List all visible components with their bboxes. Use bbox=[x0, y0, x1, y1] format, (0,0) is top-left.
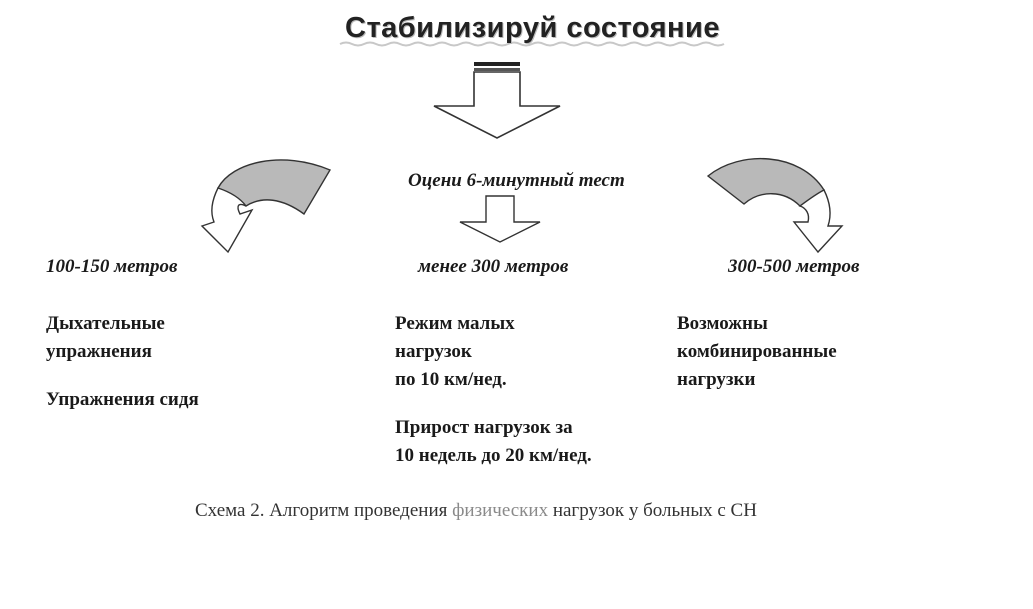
test-step-label: Оцени 6-минутный тест bbox=[408, 170, 625, 191]
branch-3-text bbox=[677, 310, 837, 394]
caption-end: нагрузок у больных с СН bbox=[548, 500, 757, 521]
arrow-down-small-icon bbox=[460, 196, 540, 242]
figure-caption bbox=[195, 500, 757, 522]
branch-2-line: нагрузок bbox=[395, 341, 472, 362]
branch-1-line: Дыхательные bbox=[46, 313, 165, 334]
branch-2-line: Режим малых bbox=[395, 313, 515, 334]
branch-2-line: Прирост нагрузок за bbox=[395, 417, 573, 438]
branch-3-line: нагрузки bbox=[677, 369, 756, 390]
branch-3-line: комбинированные bbox=[677, 341, 837, 362]
branch-1-heading: 100-150 метров bbox=[46, 256, 178, 277]
curved-arrow-right-icon bbox=[708, 159, 842, 252]
branch-3-heading: 300-500 метров bbox=[728, 256, 860, 277]
branch-1-line: Упражнения сидя bbox=[46, 389, 199, 410]
arrow-down-large-icon bbox=[434, 62, 560, 138]
caption-faded-word: физических bbox=[452, 500, 549, 521]
branch-2-line: 10 недель до 20 км/нед. bbox=[395, 445, 592, 466]
branch-1-text bbox=[46, 310, 199, 414]
branch-1-line: упражнения bbox=[46, 341, 152, 362]
branch-2-heading: менее 300 метров bbox=[418, 256, 569, 277]
caption-start: Схема 2. Алгоритм проведения bbox=[195, 500, 453, 521]
curved-arrow-left-icon bbox=[202, 160, 330, 252]
branch-2-line: по 10 км/нед. bbox=[395, 369, 507, 390]
branch-3-line: Возможны bbox=[677, 313, 768, 334]
branch-2-text bbox=[395, 310, 592, 470]
diagram-title: Стабилизируй состояние bbox=[345, 12, 720, 44]
